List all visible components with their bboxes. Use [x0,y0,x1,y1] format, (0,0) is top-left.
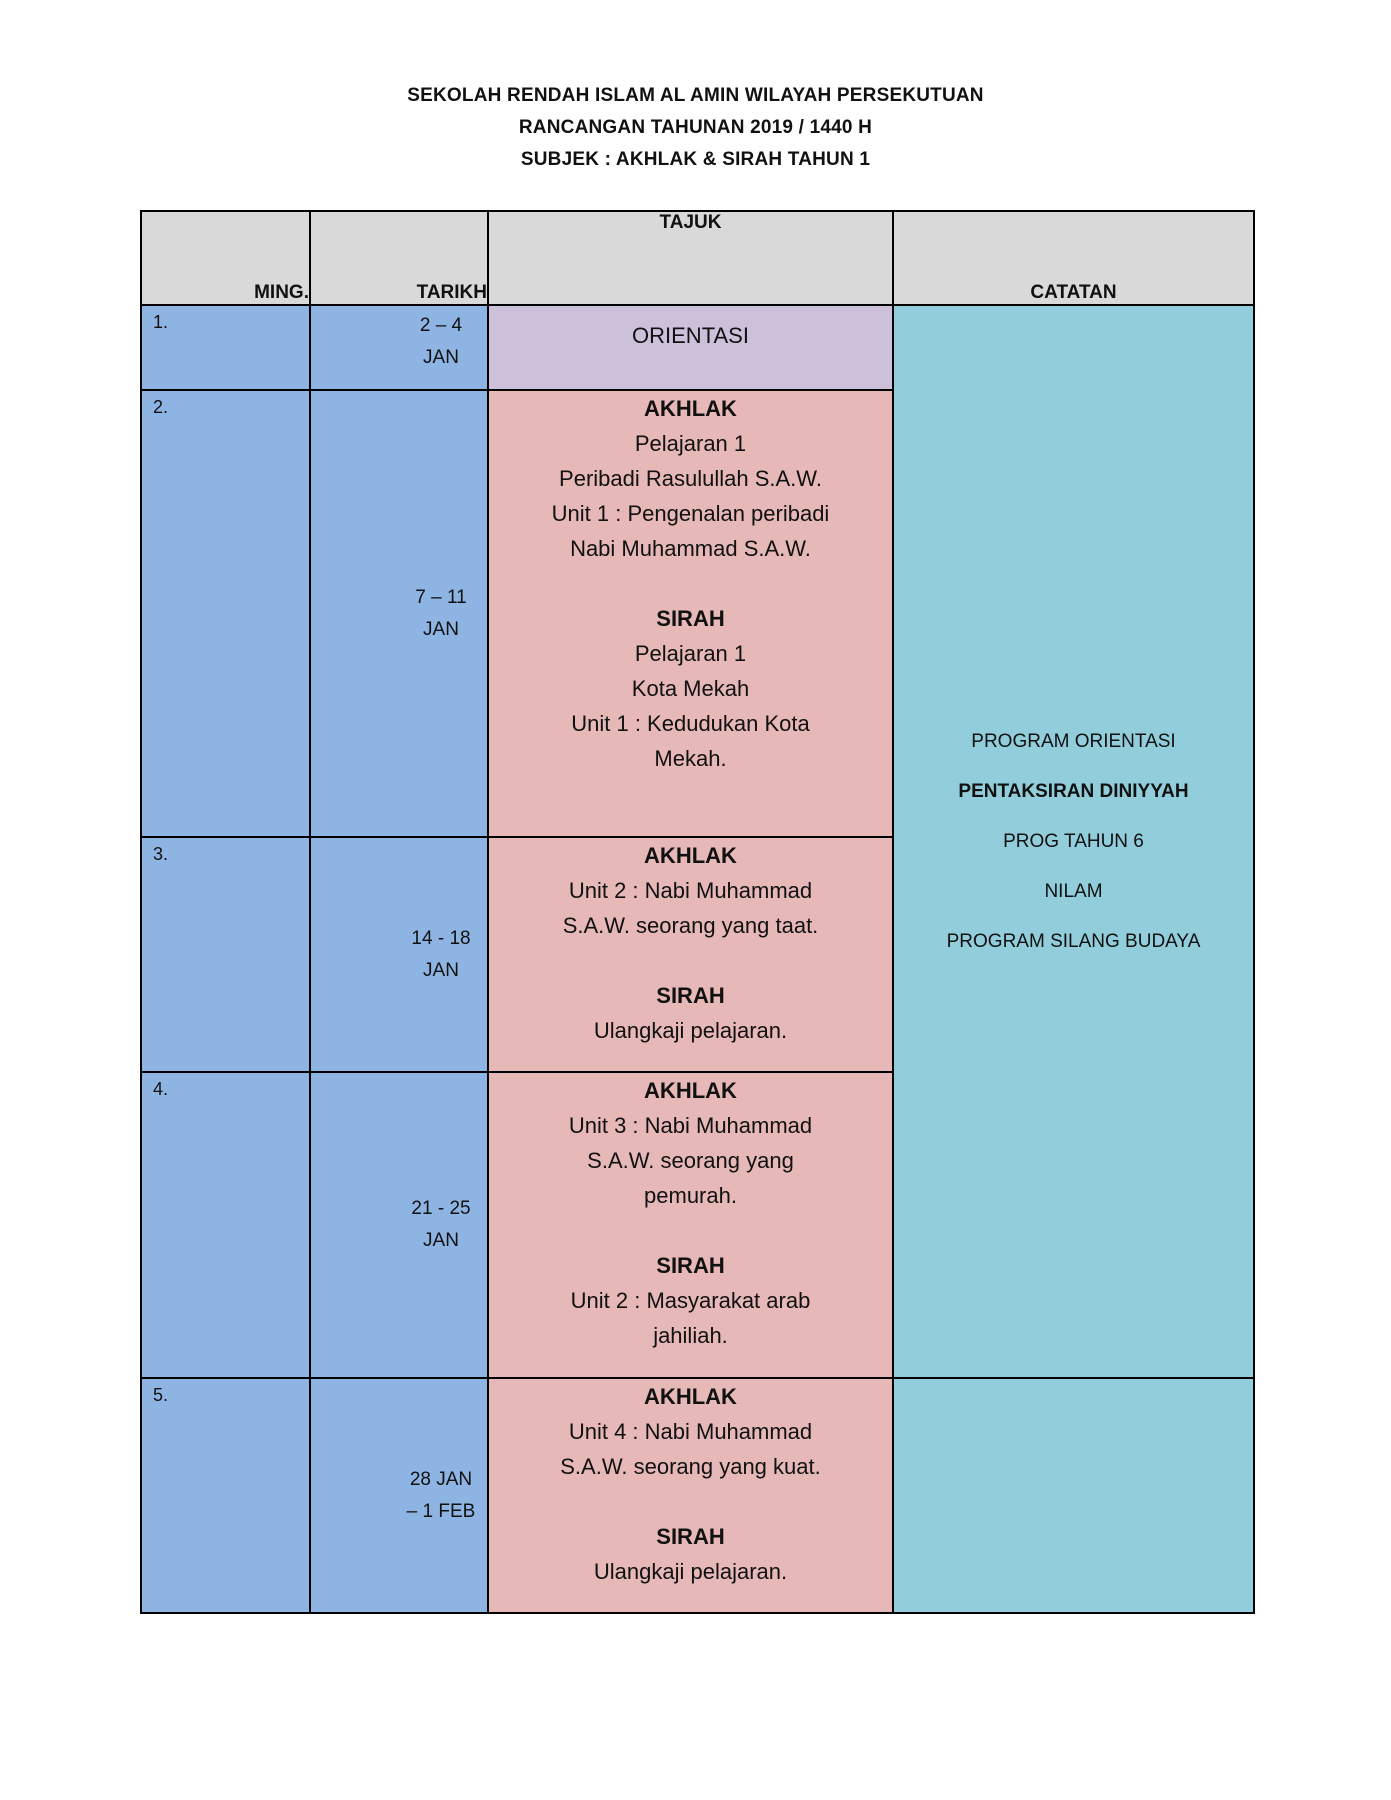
week-number: 1. [141,305,310,390]
topic-line: Nabi Muhammad S.A.W. [570,536,811,561]
school-name: SEKOLAH RENDAH ISLAM AL AMIN WILAYAH PERSEKUTUAN [407,85,984,106]
header-ming: MING. [141,211,310,305]
week-number: 4. [141,1072,310,1378]
header-tarikh: TARIKH [310,211,488,305]
week-date [310,837,488,1072]
note-item: NILAM [1044,880,1103,902]
topic-line: Ulangkaji pelajaran. [593,1559,788,1584]
topic-line: Pelajaran 1 [634,431,747,456]
sirah-heading: SIRAH [656,606,725,631]
date-range: 21 - 25 [411,1198,471,1219]
topic-line: Unit 2 : Masyarakat arab [570,1288,811,1313]
topic-line: Peribadi Rasulullah S.A.W. [559,466,822,491]
week-date [310,1072,488,1378]
date-range: 28 JAN [409,1468,473,1490]
note-item: PENTAKSIRAN DINIYYAH [958,780,1189,802]
topic-line: Ulangkaji pelajaran. [593,1018,788,1043]
week-number: 3. [141,837,310,1072]
sirah-heading: SIRAH [656,983,725,1008]
topic-line: Unit 3 : Nabi Muhammad [568,1113,813,1138]
date-month: JAN [423,959,459,981]
document-header [0,80,1391,176]
topic-orientasi: ORIENTASI [632,323,749,348]
date-range: 7 – 11 [415,586,467,608]
akhlak-heading: AKHLAK [644,1384,737,1409]
date-range: 2 – 4 [419,315,463,336]
annual-plan-table [140,210,1255,1614]
topic-line: S.A.W. seorang yang [587,1148,794,1173]
table-row [141,1378,1254,1613]
topic-cell [488,837,893,1072]
plan-title: RANCANGAN TAHUNAN 2019 / 1440 H [518,117,873,138]
table-row [141,305,1254,390]
subject-title: SUBJEK : AKHLAK & SIRAH TAHUN 1 [520,149,871,170]
date-month: JAN [423,618,459,640]
header-tajuk: TAJUK [488,211,893,305]
note-item: PROG TAHUN 6 [1003,830,1144,852]
week-date [310,1378,488,1613]
header-catatan: CATATAN [893,211,1254,305]
sirah-heading: SIRAH [656,1253,725,1278]
topic-line: Unit 4 : Nabi Muhammad [568,1419,813,1444]
topic-line: Unit 2 : Nabi Muhammad [568,878,813,903]
topic-cell [488,305,893,390]
week-date [310,390,488,837]
akhlak-heading: AKHLAK [644,843,737,868]
week-number: 5. [141,1378,310,1613]
topic-line: jahiliah. [653,1323,728,1348]
date-month: – 1 FEB [406,1500,476,1522]
date-range: 14 - 18 [411,927,471,949]
topic-cell [488,1072,893,1378]
topic-line: Kota Mekah [631,676,750,701]
akhlak-heading: AKHLAK [644,1078,737,1103]
topic-cell [488,390,893,837]
topic-line: S.A.W. seorang yang taat. [562,913,819,938]
date-month: JAN [423,347,459,368]
notes-cell [893,305,1254,1378]
note-item: PROGRAM ORIENTASI [971,730,1176,752]
note-item: PROGRAM SILANG BUDAYA [946,930,1201,952]
topic-line: Unit 1 : Kedudukan Kota [571,711,810,736]
topic-line: Mekah. [654,746,727,771]
topic-line: Unit 1 : Pengenalan peribadi [551,501,830,526]
topic-line: pemurah. [644,1183,737,1208]
table-header-row [141,211,1254,305]
topic-line: Pelajaran 1 [634,641,747,666]
notes-cell-empty [893,1378,1254,1613]
topic-cell [488,1378,893,1613]
akhlak-heading: AKHLAK [644,396,737,421]
week-number: 2. [141,390,310,837]
sirah-heading: SIRAH [656,1524,725,1549]
week-date [310,305,488,390]
date-month: JAN [423,1230,459,1251]
topic-line: S.A.W. seorang yang kuat. [560,1454,821,1479]
